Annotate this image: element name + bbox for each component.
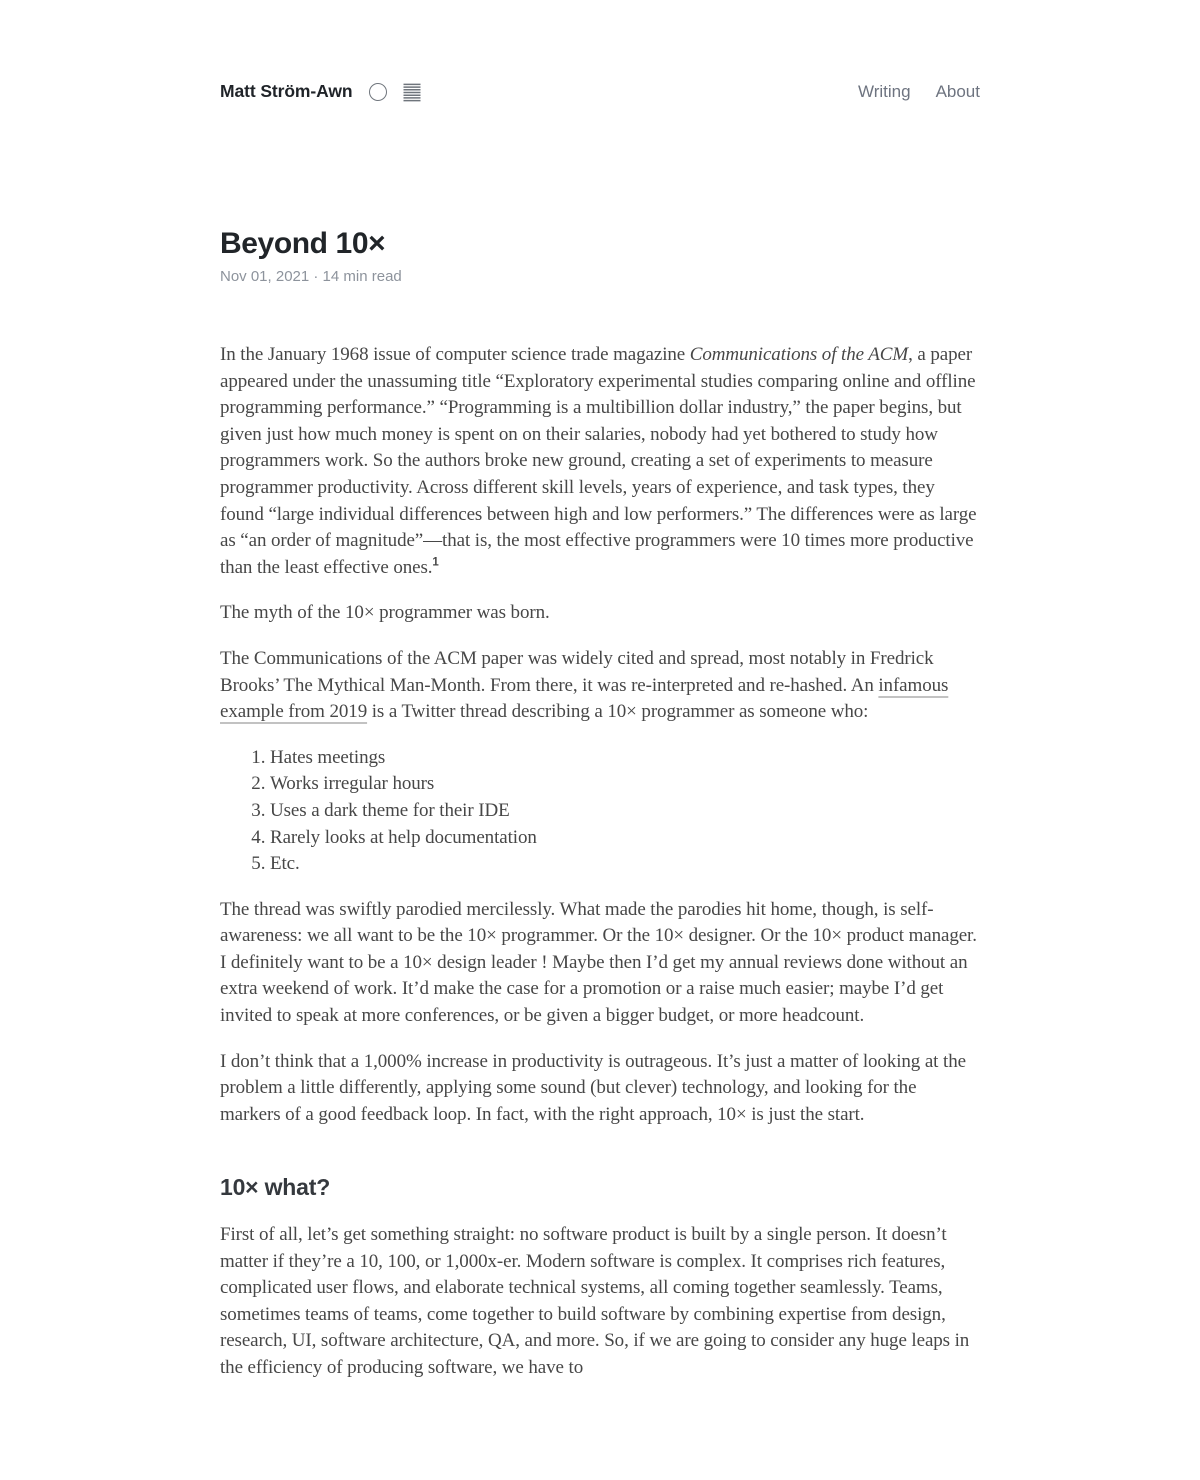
site-header [220,0,980,102]
post-meta: Nov 01, 2021 · 14 min read [220,268,402,285]
list-item: 4. Rarely looks at help documentation [270,825,980,852]
text-run: First of all, let’s get something straight: no software product is built by a single person. It doesn’t matter if they’re a 10, 100, or 1,000x-er. Modern software is complex. It comprises rich features, complicated user flows, and elaborate technical systems, all coming together seamlessly. Teams, sometimes teams of teams, come together to build software by combining expertise from design, research, UI, software architecture, QA, and more. So, if we are going to consider any huge leaps in the efficiency of producing software, we have to [220,1224,970,1378]
article-body [220,342,980,1382]
text-run: The Communications of the ACM paper was widely cited and spread, most notably in Fredrick Brooks’ The Mythical Man-Month. From there, it was re-interpreted and re-hashed. An [220,647,934,696]
header-icons [369,82,422,102]
site-nav [858,82,980,102]
site-brand[interactable]: Matt Ström-Awn [220,81,353,101]
section-heading: 10× what? [220,1174,331,1201]
paragraph [220,1222,980,1382]
italic-text: Communications of the ACM [689,344,909,365]
inline-link[interactable]: infamous example from 2019 [220,674,949,723]
text-run: In the January 1968 issue of computer science trade magazine [220,344,690,365]
paragraph [220,342,980,581]
nav-link-writing[interactable]: Writing [857,81,911,101]
post-title: Beyond 10× [220,227,386,260]
list-item: 5. Etc. [270,851,980,878]
circle-icon[interactable] [369,83,387,101]
text-run: , a paper appeared under the unassuming title “Exploratory experimental studies comparing online and offline programming performance.” “Programming is a multibillion dollar industry,” the paper begins, but given just how much money is spent on on their salaries, nobody had yet bothered to study how programmers work. So the authors broke new ground, creating a set of experiments to measure programmer productivity. Across different skill levels, years of experience, and task types, they found “large individual differences between high and low performers.” The differences were as large as “an order of magnitude”—that is, the most effective programmers were 10 times more productive than the least effective ones. [220,344,977,578]
text-run: The myth of the 10× programmer was born. [220,602,550,624]
list-item: 2. Works irregular hours [270,771,980,798]
text-run: I don’t think that a 1,000% increase in productivity is outrageous. It’s just a matter of looking at the problem a little differently, applying some sound (but clever) technology, and looking for the markers of a good feedback loop. In fact, with the right approach, 10× is just the start. [220,1050,966,1125]
paragraph [220,646,980,726]
horizontal-lines-icon[interactable] [402,82,422,102]
post-header [220,227,980,285]
paragraph [220,1049,980,1129]
text-run: The thread was swiftly parodied mercilessly. What made the parodies hit home, though, is self-awareness: we all want to be the 10× programmer. Or the 10× designer. Or the 10× product manager. I definitely want to be a 10× design leader ! Maybe then I’d get my annual reviews done without an extra weekend of work. It’d make the case for a promotion or a raise much easier; maybe I’d get invited to speak at more conferences, or be given a bigger budget, or more headcount. [220,898,977,1027]
numbered-list [220,745,980,878]
footnote-ref[interactable]: 1 [432,556,439,569]
paragraph [220,897,980,1030]
paragraph [220,600,980,627]
page-container [220,0,980,1382]
list-item: 1. Hates meetings [270,745,980,772]
nav-link-about[interactable]: About [935,81,980,101]
list-item: 3. Uses a dark theme for their IDE [270,798,980,825]
article [220,227,980,1382]
text-run: is a Twitter thread describing a 10× programmer as someone who: [367,701,869,723]
